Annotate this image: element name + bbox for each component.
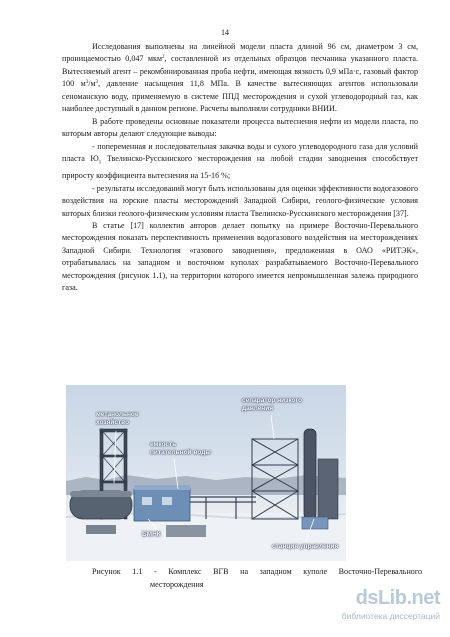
figure-label-bmnk: БМНК <box>142 531 161 538</box>
figure-label-control: станция управления <box>272 543 339 550</box>
figure-photo <box>66 385 346 561</box>
subscript: 1 <box>98 160 102 166</box>
figure-label-separator: сепаратор низкого давления <box>242 397 303 412</box>
paragraph-3: - попеременная и последовательная закачка воды и сухого углеводородного газа для условий пласта $Ю_1$ Твелинско-Русскинского месторождения на любой стадии заводнения способствует приросту коэффициента вытеснения на 15-16 %; <box>62 141 418 181</box>
body-text <box>62 41 418 295</box>
paragraph-1: Исследования выполнены на линейной модели пласта длиной 96 см, диаметром 3 см, проницаемостью 0,047 мкм$^2$, составленной из отдельных образцов песчаника указанного пласта. Вытесняемый агент – рекомбинированная проба нефти, имеющая вязкость 0,9 мПа·с, газовый фактор 100 $м^3/м^3$, давление насыщения 11,8 МПа. В качестве вытесняющих агентов использовали сеноманскую воду, применяемую в системе ППД месторождения и сухой углеводородный газ, как наиболее доступный в данном регионе. Расчеты выполняли сотрудники ВНИИ. <box>62 42 418 114</box>
paragraph-5: В статье [17] коллектив авторов делает попытку на примере Восточно-Перевального месторождения показать перспективность применения водогазового воздействия на месторождениях Западной Сибири. Технология «газового заводнения», предложенная в ОАО «РИТЭК», отрабатывалась на западном и восточном куполах разрабатываемого Восточно-Перевального месторождения (рисунок 1.1), на территории которого имеется непромышленная залежь природного газа. <box>62 220 418 293</box>
watermark-tagline: библиотека диссертаций <box>341 611 440 621</box>
caption-line-2: месторождения <box>150 579 204 589</box>
paragraph-2: В работе проведены основные показатели процесса вытеснения нефти из модели пласта, по которым авторы делают следующие выводы: <box>62 116 418 139</box>
superscript: 3 <box>85 80 89 86</box>
watermark <box>315 587 440 629</box>
caption-line-1: Рисунок 1.1 - Комплекс ВГВ на западном куполе Восточно-Перевального <box>92 567 422 576</box>
superscript: 2 <box>162 55 165 61</box>
figure-label-tank: емкость питательной воды <box>150 441 211 456</box>
page-number: 14 <box>221 28 229 37</box>
watermark-logo: dsLib.net <box>355 587 440 609</box>
superscript: 3 <box>95 80 99 86</box>
paragraph-4: - результаты исследований могут быть использованы для оценки эффективности водогазового воздействия на юрские пласты месторождений Западной Сибири, геолого-физические условия которых близки геолого-физическим условиям пласта Твелинско-Русскинского месторождения [37]. <box>62 183 418 218</box>
figure-label-methanol: метанольное хозяйство <box>96 411 139 426</box>
